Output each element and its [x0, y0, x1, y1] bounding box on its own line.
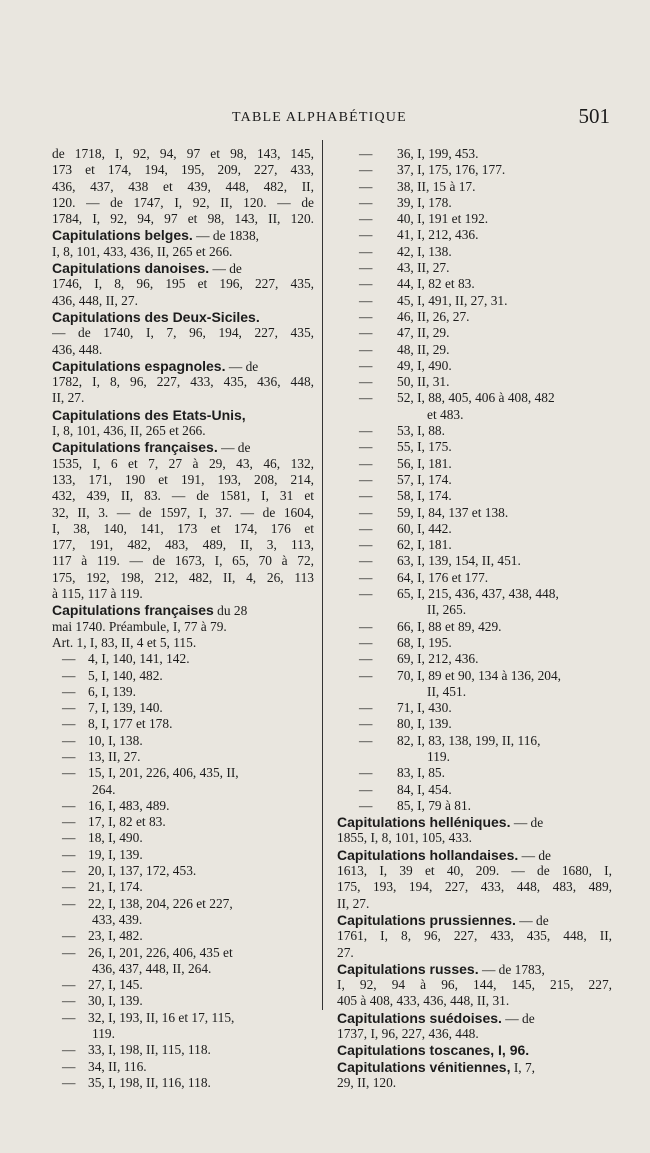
entry-refs: 19, I, 139. [88, 846, 143, 862]
entry-refs: 49, I, 490. [397, 357, 452, 373]
entry-dash: — [359, 488, 373, 504]
index-text-line: 133, 171, 190 et 191, 193, 208, 214, [52, 471, 314, 487]
index-text-line: 436, 448, II, 27. [52, 292, 138, 308]
entry-dash: — [62, 651, 76, 667]
article-entry [337, 162, 612, 178]
index-text-line: 1855, I, 8, 101, 105, 433. [337, 830, 473, 846]
heading-term: Capitulations danoises. [52, 260, 210, 277]
article-entry [52, 765, 314, 781]
index-text-line: 175, 192, 198, 212, 482, II, 4, 26, 113 [52, 569, 314, 585]
entry-refs: 46, II, 26, 27. [397, 308, 470, 324]
entry-dash: — [359, 455, 373, 471]
article-entry [52, 928, 314, 944]
article-entry [337, 244, 612, 260]
article-entry [337, 700, 612, 716]
entry-continuation: II, 451. [427, 683, 467, 699]
entry-refs: 33, I, 198, II, 115, 118. [88, 1042, 211, 1058]
entry-dash: — [62, 683, 76, 699]
article-entry [337, 195, 612, 211]
article-entry [52, 700, 314, 716]
entry-refs: 45, I, 491, II, 27, 31. [397, 292, 508, 308]
entry-refs: 69, I, 212, 436. [397, 651, 479, 667]
entry-refs: 56, I, 181. [397, 455, 452, 471]
index-text-line: 1737, I, 96, 227, 436, 448. [337, 1026, 479, 1042]
entry-dash: — [359, 227, 373, 243]
heading-term: Capitulations espagnoles. [52, 357, 226, 374]
index-heading [337, 1059, 612, 1075]
entry-dash: — [62, 797, 76, 813]
index-heading [52, 407, 314, 423]
index-text-line: 177, 191, 482, 483, 489, II, 3, 113, [52, 537, 314, 553]
entry-refs: 84, I, 454. [397, 781, 452, 797]
article-entry [52, 1042, 314, 1058]
index-text-line: 405 à 408, 433, 436, 448, II, 31. [337, 993, 510, 1009]
entry-dash: — [359, 651, 373, 667]
entry-dash: — [359, 260, 373, 276]
entry-refs: 38, II, 15 à 17. [397, 178, 476, 194]
entry-refs: 5, I, 140, 482. [88, 667, 163, 683]
article-entry [337, 276, 612, 292]
entry-dash: — [62, 765, 76, 781]
entry-dash: — [359, 586, 373, 602]
entry-dash: — [62, 846, 76, 862]
entry-dash: — [62, 944, 76, 960]
entry-refs: 16, I, 483, 489. [88, 797, 170, 813]
heading-detail: — de [217, 440, 251, 456]
entry-refs: 20, I, 137, 172, 453. [88, 863, 197, 879]
article-entry [52, 977, 314, 993]
entry-dash: — [359, 700, 373, 716]
index-text-line: de 1718, I, 92, 94, 97 et 98, 143, 145, [52, 146, 314, 161]
article-entry [337, 765, 612, 781]
article-entry [337, 374, 612, 390]
article-entry [52, 879, 314, 895]
article-entry [337, 390, 612, 406]
article-entry [52, 684, 314, 700]
article-entry [52, 945, 314, 961]
entry-dash: — [62, 879, 76, 895]
running-header [52, 104, 612, 134]
entry-refs: 8, I, 177 et 178. [88, 716, 173, 732]
article-entry [337, 423, 612, 439]
article-entry [337, 505, 612, 521]
entry-continuation: 119. [427, 748, 450, 764]
heading-term: Capitulations russes. [337, 960, 479, 977]
index-heading [337, 1042, 612, 1058]
entry-dash: — [359, 634, 373, 650]
heading-term: Capitulations helléniques. [337, 814, 511, 831]
article-entry [337, 521, 612, 537]
article-entry [52, 749, 314, 765]
heading-term: Capitulations prussiennes. [337, 911, 516, 928]
article-entry [337, 358, 612, 374]
article-entry [337, 146, 612, 162]
entry-dash: — [359, 162, 373, 178]
entry-dash: — [62, 716, 76, 732]
article-entry [52, 1075, 314, 1091]
index-text-line: 173 et 174, 194, 195, 209, 227, 433, [52, 162, 314, 178]
index-heading [337, 961, 612, 977]
entry-dash: — [62, 977, 76, 993]
article-entry [337, 211, 612, 227]
entry-refs: 53, I, 88. [397, 423, 445, 439]
entry-refs: 82, I, 83, 138, 199, II, 116, [397, 732, 541, 748]
index-text-line: 1784, I, 92, 94, 97 et 98, 143, II, 120. [52, 211, 314, 227]
article-entry [337, 537, 612, 553]
heading-term: Capitulations belges. [52, 227, 193, 244]
article-entry [337, 325, 612, 341]
entry-continuation: 436, 437, 448, II, 264. [92, 960, 212, 976]
entry-refs: 22, I, 138, 204, 226 et 227, [88, 895, 233, 911]
entry-dash: — [359, 553, 373, 569]
entry-dash: — [359, 716, 373, 732]
index-heading [52, 602, 314, 618]
heading-detail: I, 7, [510, 1059, 536, 1075]
article-entry [52, 863, 314, 879]
index-heading [52, 260, 314, 276]
article-entry [52, 847, 314, 863]
entry-refs: 60, I, 442. [397, 520, 452, 536]
entry-refs: 18, I, 490. [88, 830, 143, 846]
entry-refs: 32, I, 193, II, 16 et 17, 115, [88, 1009, 235, 1025]
index-text-line: 32, II, 3. — de 1597, I, 37. — de 1604, [52, 504, 314, 520]
heading-detail: du 28 [213, 603, 248, 619]
entry-dash: — [359, 194, 373, 210]
entry-refs: 80, I, 139. [397, 716, 452, 732]
article-entry [52, 896, 314, 912]
article-entry [52, 651, 314, 667]
entry-dash: — [359, 667, 373, 683]
heading-detail: — de [225, 358, 259, 374]
index-text-line: II, 27. [52, 390, 85, 406]
article-entry [337, 619, 612, 635]
entry-refs: 68, I, 195. [397, 634, 452, 650]
heading-detail: — de [515, 912, 549, 928]
entry-dash: — [62, 863, 76, 879]
entry-dash: — [359, 781, 373, 797]
index-heading [337, 1010, 612, 1026]
entry-refs: 57, I, 174. [397, 471, 452, 487]
index-text-line: I, 38, 140, 141, 173 et 174, 176 et [52, 520, 314, 536]
entry-dash: — [359, 276, 373, 292]
index-heading [52, 439, 314, 455]
entry-refs: 37, I, 175, 176, 177. [397, 162, 506, 178]
entry-refs: 44, I, 82 et 83. [397, 276, 475, 292]
entry-refs: 48, II, 29. [397, 341, 450, 357]
entry-dash: — [359, 439, 373, 455]
index-text-line: 1746, I, 8, 96, 195 et 196, 227, 435, [52, 276, 314, 292]
page-number: 501 [578, 104, 610, 128]
entry-refs: 10, I, 138. [88, 732, 143, 748]
entry-dash: — [359, 341, 373, 357]
entry-refs: 42, I, 138. [397, 243, 452, 259]
index-text-line: 175, 193, 194, 227, 433, 448, 483, 489, [337, 879, 612, 895]
index-text-line: 1613, I, 39 et 40, 209. — de 1680, I, [337, 863, 612, 879]
entry-dash: — [359, 211, 373, 227]
article-entry [52, 1059, 314, 1075]
entry-dash: — [359, 243, 373, 259]
entry-refs: 50, II, 31. [397, 374, 450, 390]
entry-dash: — [62, 1009, 76, 1025]
heading-term: Capitulations suédoises. [337, 1009, 502, 1026]
entry-dash: — [359, 765, 373, 781]
entry-refs: 66, I, 88 et 89, 429. [397, 618, 502, 634]
heading-detail: — de [510, 815, 544, 831]
index-heading [52, 309, 314, 325]
article-entry [52, 1010, 314, 1026]
entry-dash: — [62, 732, 76, 748]
entry-refs: 13, II, 27. [88, 748, 141, 764]
heading-term: Capitulations françaises [52, 602, 214, 619]
article-entry [337, 570, 612, 586]
index-text-line: II, 27. [337, 895, 370, 911]
index-text-line: I, 92, 94 à 96, 144, 145, 215, 227, [337, 977, 612, 993]
heading-term: Capitulations françaises. [52, 439, 218, 456]
index-heading [337, 912, 612, 928]
entry-dash: — [359, 178, 373, 194]
article-entry [337, 716, 612, 732]
heading-term: Capitulations des Etats-Unis, [52, 406, 246, 423]
index-text-line: 27. [337, 944, 354, 960]
entry-dash: — [359, 146, 373, 161]
article-entry [337, 635, 612, 651]
index-text-line: 432, 439, II, 83. — de 1581, I, 31 et [52, 488, 314, 504]
entry-refs: 83, I, 85. [397, 765, 445, 781]
article-entry [337, 227, 612, 243]
article-entry [52, 993, 314, 1009]
entry-refs: 35, I, 198, II, 116, 118. [88, 1074, 211, 1090]
article-entry [337, 179, 612, 195]
article-entry [337, 309, 612, 325]
entry-dash: — [62, 928, 76, 944]
entry-dash: — [359, 471, 373, 487]
heading-detail: — de [518, 847, 551, 863]
entry-continuation: et 483. [427, 406, 464, 422]
entry-dash: — [62, 1074, 76, 1090]
index-text-line: 1782, I, 8, 96, 227, 433, 435, 436, 448, [52, 374, 314, 390]
index-heading [52, 358, 314, 374]
index-text-line: 436, 437, 438 et 439, 448, 482, II, [52, 178, 314, 194]
entry-dash: — [62, 814, 76, 830]
entry-dash: — [359, 390, 373, 406]
entry-refs: 55, I, 175. [397, 439, 452, 455]
entry-dash: — [359, 374, 373, 390]
entry-refs: 85, I, 79 à 81. [397, 797, 472, 813]
entry-continuation: 433, 439. [92, 911, 143, 927]
article-entry [337, 472, 612, 488]
index-text-line: 117 à 119. — de 1673, I, 65, 70 à 72, [52, 553, 314, 569]
article-entry [337, 293, 612, 309]
entry-refs: 39, I, 178. [397, 194, 452, 210]
index-text-line: 120. — de 1747, I, 92, II, 120. — de [52, 194, 314, 210]
entry-dash: — [359, 732, 373, 748]
index-text-line: mai 1740. Préambule, I, 77 à 79. [52, 618, 227, 634]
heading-detail: — de 1783, [478, 961, 545, 977]
heading-term: Capitulations toscanes, I, 96. [337, 1042, 530, 1059]
entry-dash: — [359, 618, 373, 634]
article-entry [337, 733, 612, 749]
heading-detail: — de [209, 261, 242, 277]
entry-dash: — [62, 1058, 76, 1074]
article-entry [52, 668, 314, 684]
entry-refs: 15, I, 201, 226, 406, 435, II, [88, 765, 239, 781]
article-entry [337, 651, 612, 667]
entry-dash: — [62, 993, 76, 1009]
running-title: TABLE ALPHABÉTIQUE [232, 110, 407, 125]
index-text-line: à 115, 117 à 119. [52, 586, 143, 602]
entry-refs: 41, I, 212, 436. [397, 227, 479, 243]
index-heading [337, 847, 612, 863]
entry-dash: — [359, 569, 373, 585]
heading-term: Capitulations hollandaises. [337, 846, 519, 863]
entry-refs: 63, I, 139, 154, II, 451. [397, 553, 521, 569]
entry-dash: — [359, 423, 373, 439]
article-entry [52, 733, 314, 749]
entry-refs: 7, I, 139, 140. [88, 700, 163, 716]
index-text-line: — de 1740, I, 7, 96, 194, 227, 435, [52, 325, 314, 341]
index-text-line: 1535, I, 6 et 7, 27 à 29, 43, 46, 132, [52, 455, 314, 471]
entry-dash: — [359, 537, 373, 553]
index-text-line: I, 8, 101, 433, 436, II, 265 et 266. [52, 243, 233, 259]
column-divider [322, 140, 323, 1010]
article-entry [337, 456, 612, 472]
entry-refs: 6, I, 139. [88, 683, 136, 699]
entry-refs: 71, I, 430. [397, 700, 452, 716]
entry-refs: 40, I, 191 et 192. [397, 211, 489, 227]
entry-dash: — [359, 325, 373, 341]
entry-refs: 21, I, 174. [88, 879, 143, 895]
entry-refs: 30, I, 139. [88, 993, 143, 1009]
article-entry [337, 439, 612, 455]
entry-dash: — [359, 292, 373, 308]
entry-refs: 64, I, 176 et 177. [397, 569, 489, 585]
entry-refs: 65, I, 215, 436, 437, 438, 448, [397, 586, 559, 602]
right-column [337, 146, 612, 1091]
entry-dash: — [62, 895, 76, 911]
index-heading [337, 814, 612, 830]
article-entry [52, 814, 314, 830]
index-text-line: 1761, I, 8, 96, 227, 433, 435, 448, II, [337, 928, 612, 944]
article-entry: Art. 1, I, 83, II, 4 et 5, 115. [52, 634, 197, 650]
entry-refs: 4, I, 140, 141, 142. [88, 651, 190, 667]
entry-refs: 62, I, 181. [397, 537, 452, 553]
index-heading [52, 227, 314, 243]
entry-dash: — [62, 700, 76, 716]
article-entry [337, 782, 612, 798]
entry-refs: 34, II, 116. [88, 1058, 147, 1074]
index-text-line: 436, 448. [52, 341, 103, 357]
entry-continuation: 119. [92, 1026, 115, 1042]
entry-dash: — [359, 797, 373, 813]
entry-refs: 59, I, 84, 137 et 138. [397, 504, 509, 520]
article-entry [337, 553, 612, 569]
article-entry [337, 488, 612, 504]
entry-dash: — [359, 520, 373, 536]
heading-detail: — de 1838, [192, 228, 260, 244]
entry-refs: 17, I, 82 et 83. [88, 814, 166, 830]
article-entry [337, 668, 612, 684]
heading-term: Capitulations des Deux-Siciles. [52, 308, 260, 325]
heading-detail: — de [501, 1010, 535, 1026]
entry-dash: — [62, 667, 76, 683]
left-column [52, 146, 314, 1091]
entry-refs: 27, I, 145. [88, 977, 143, 993]
entry-dash: — [359, 357, 373, 373]
article-entry [52, 716, 314, 732]
article-entry [337, 798, 612, 814]
article-entry [337, 586, 612, 602]
entry-continuation: 264. [92, 781, 116, 797]
entry-dash: — [62, 1042, 76, 1058]
entry-dash: — [62, 748, 76, 764]
entry-refs: 52, I, 88, 405, 406 à 408, 482 [397, 390, 555, 406]
entry-dash: — [359, 308, 373, 324]
entry-refs: 58, I, 174. [397, 488, 452, 504]
heading-term: Capitulations vénitiennes, [337, 1058, 511, 1075]
article-entry [52, 798, 314, 814]
article-entry [337, 342, 612, 358]
entry-refs: 23, I, 482. [88, 928, 143, 944]
entry-refs: 43, II, 27. [397, 260, 450, 276]
entry-dash: — [62, 830, 76, 846]
article-entry [52, 830, 314, 846]
entry-dash: — [359, 504, 373, 520]
entry-refs: 36, I, 199, 453. [397, 146, 479, 161]
entry-refs: 70, I, 89 et 90, 134 à 136, 204, [397, 667, 562, 683]
entry-refs: 47, II, 29. [397, 325, 450, 341]
index-text-line: 29, II, 120. [337, 1074, 397, 1090]
index-text-line: I, 8, 101, 436, II, 265 et 266. [52, 423, 206, 439]
entry-continuation: II, 265. [427, 602, 467, 618]
article-entry [337, 260, 612, 276]
entry-refs: 26, I, 201, 226, 406, 435 et [88, 944, 233, 960]
